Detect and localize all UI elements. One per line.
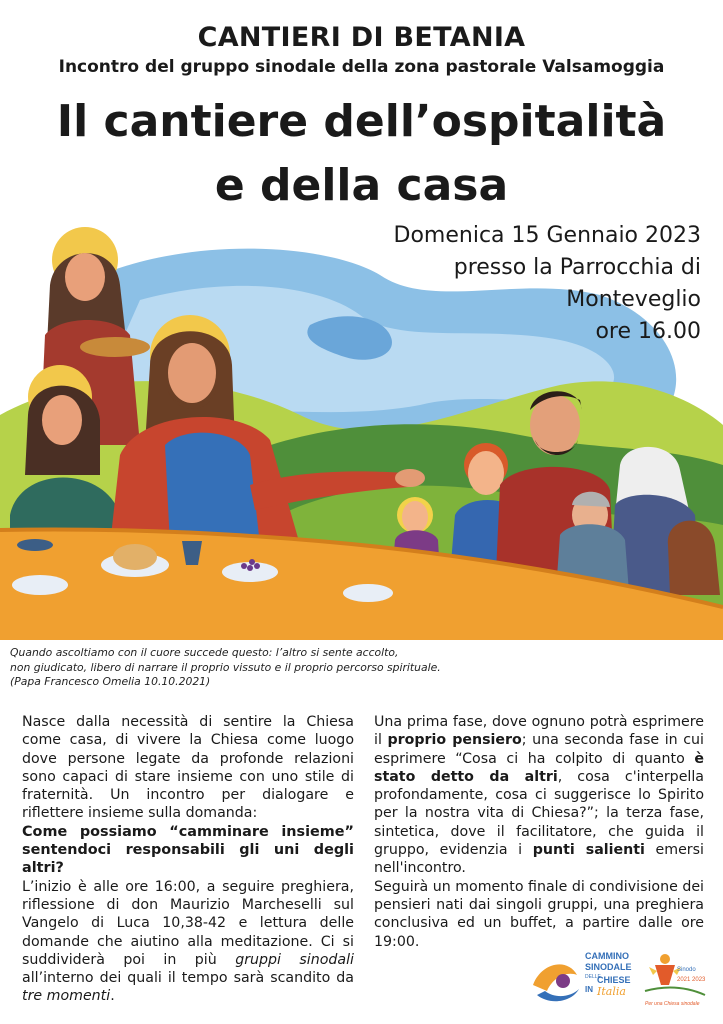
page-title-line-1: Il cantiere dell’ospitalità <box>56 96 667 147</box>
cammino-line-1: CAMMINO <box>585 951 629 961</box>
cammino-line-4: CHIESE <box>597 975 631 985</box>
left-column <box>22 713 354 1006</box>
quote-source: (Papa Francesco Omelia 10.10.2021) <box>10 675 211 688</box>
sinodo-years: 2021 2023 <box>677 977 706 983</box>
cammino-sinodale-logo <box>533 951 632 1001</box>
sinodo-logo <box>645 954 706 1007</box>
own-thought-emphasis: proprio pensiero <box>387 732 522 749</box>
cammino-line-6: Italia <box>597 985 626 998</box>
sinodo-tagline: Per una Chiesa sinodale <box>645 1001 700 1007</box>
cammino-line-2: SINODALE <box>585 962 632 972</box>
quote-line-2: non giudicato, libero di narrare il proprio vissuto e il proprio percorso spirituale. <box>10 660 441 674</box>
key-points-emphasis: punti salienti <box>532 842 645 859</box>
event-place-line-1: presso la Parrocchia di <box>453 255 701 280</box>
phases-paragraph: Una prima fase, dove ognuno potrà esprimere il proprio pensiero; una seconda fase in cui esprimere “Cosa ci ha colpito di quanto è stato detto da altri, cosa c'interpella profondamente, cosa ci suggerisce lo Spirito per la nostra vita di Chiesa?”; la terza fase, sintetica, dove il facilitatore, che guida il gruppo, evidenzia i punti salienti emersi nell'incontro. <box>374 714 704 877</box>
cammino-line-3: DELLE <box>585 974 601 980</box>
closing-paragraph: Seguirà un momento finale di condivisione dei pensieri nati dai singoli gruppi, una preghiera conclusiva ed un buffet, a partire dalle ore 19:00. <box>374 878 704 950</box>
event-time: ore 16.00 <box>595 319 701 344</box>
pope-quote <box>10 646 490 690</box>
event-details <box>371 220 701 348</box>
sinodo-label: Sinodo <box>677 967 696 973</box>
synod-logos <box>527 945 717 1017</box>
right-column <box>374 713 704 951</box>
event-place-line-2: Monteveglio <box>566 287 701 312</box>
series-title: CANTIERI DI BETANIA <box>197 22 526 53</box>
quote-line-1: Quando ascoltiamo con il cuore succede questo: l’altro si sente accolto, <box>10 646 399 659</box>
subtitle: Incontro del gruppo sinodale della zona pastorale Valsamoggia <box>58 57 665 77</box>
event-date: Domenica 15 Gennaio 2023 <box>393 223 701 248</box>
cammino-line-5: IN <box>585 985 593 994</box>
key-question: Come possiamo “camminare insieme” sentendoci responsabili gli uni degli altri? <box>22 823 354 877</box>
moments-emphasis: tre momenti <box>22 988 111 1005</box>
page-title-line-2: e della casa <box>214 160 509 211</box>
groups-emphasis: gruppi sinodali <box>235 951 354 968</box>
schedule-paragraph: L’inizio è alle ore 16:00, a seguire preghiera, riflessione di don Maurizio Marcheselli sul Vangelo di Luca 10,38-42 e lettura delle domande che aiutino alla meditazione. Ci si suddividerà poi in più gruppi sinodali all’interno dei quali il tempo sarà scandito da tre momenti. <box>22 878 354 1005</box>
intro-paragraph: Nasce dalla necessità di sentire la Chiesa come casa, di vivere la Chiesa come luogo dove persone legate da profonde relazioni sono capaci di stare insieme con uno stile di fraternità. Un incontro per dialogare e riflettere insieme sulla domanda: <box>22 714 354 822</box>
said-by-others-emphasis: è stato detto da altri <box>374 750 704 785</box>
